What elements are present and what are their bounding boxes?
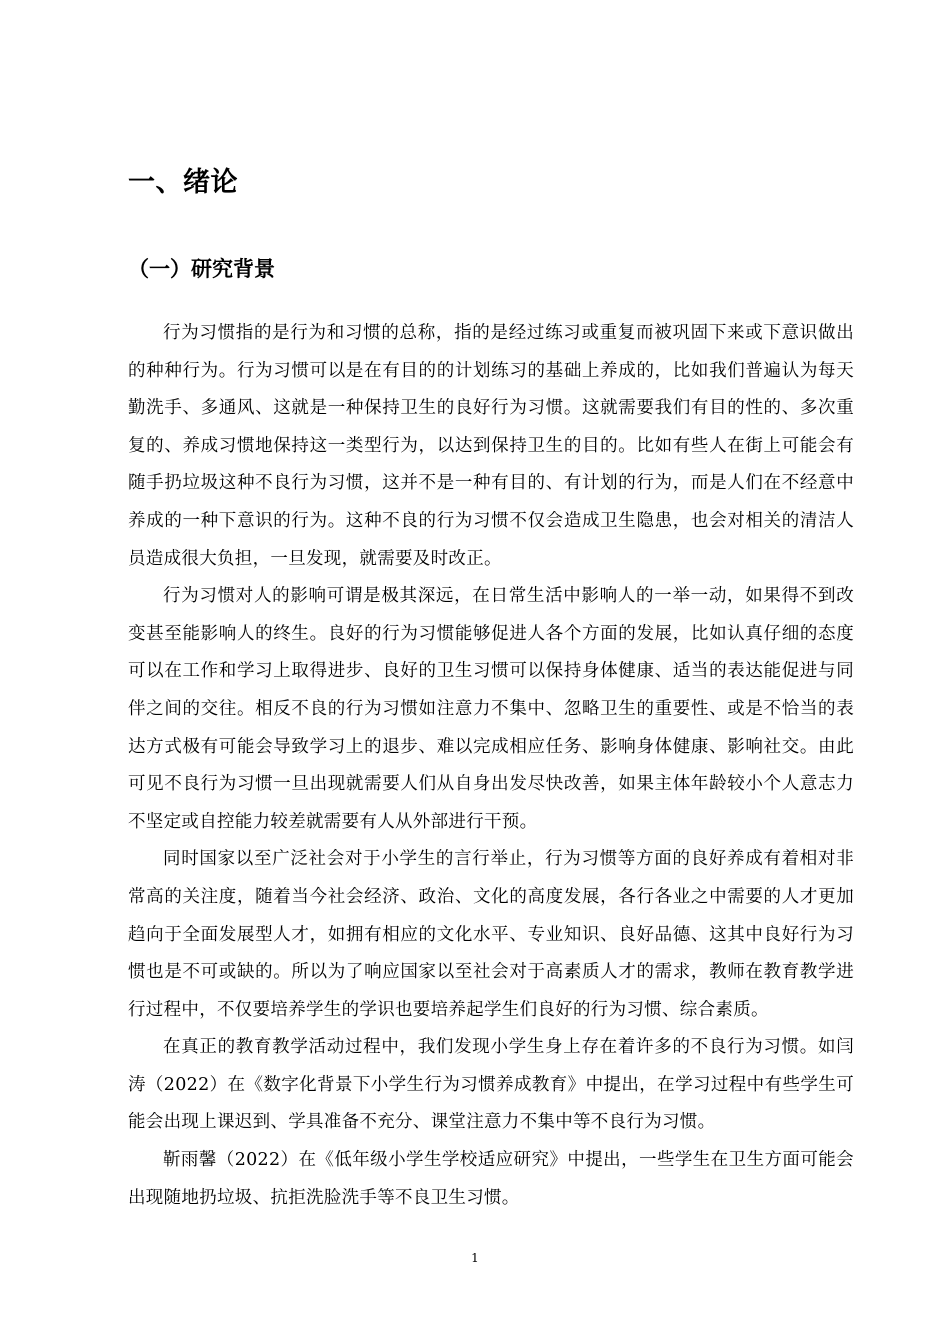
paragraph-definition: 行为习惯指的是行为和习惯的总称，指的是经过练习或重复而被巩固下来或下意识做出的种种行为。行为习惯可以是在有目的的计划练习的基础上养成的，比如我们普遍认为每天勤洗手、多通风、这就是一种保持卫生的良好行为习惯。这就需要我们有目的性的、多次重复的、养成习惯地保持这一类型行为，以达到保持卫生的目的。比如有些人在街上可能会有随手扔垃圾这种不良行为习惯，这并不是一种有目的、有计划的行为，而是人们在不经意中养成的一种下意识的行为。这种不良的行为习惯不仅会造成卫生隐患，也会对相关的清洁人员造成很大负担，一旦发现，就需要及时改正。 <box>128 323 854 569</box>
paragraph-hygiene-habits: 靳雨馨（2022）在《低年级小学生学校适应研究》中提出，一些学生在卫生方面可能会出现随地扔垃圾、抗拒洗脸洗手等不良卫生习惯。 <box>128 1150 854 1208</box>
page-number: 1 <box>471 1251 479 1265</box>
body-text <box>128 315 854 1217</box>
paragraph-social-attention: 同时国家以至广泛社会对于小学生的言行举止，行为习惯等方面的良好养成有着相对非常高的关注度，随着当今社会经济、政治、文化的高度发展，各行各业之中需要的人才更加趋向于全面发展型人才，如拥有相应的文化水平、专业知识、良好品德、这其中良好行为习惯也是不可或缺的。所以为了响应国家以至社会对于高素质人才的需求，教师在教育教学进行过程中，不仅要培养学生的学识也要培养起学生们良好的行为习惯、综合素质。 <box>128 849 854 1020</box>
chapter-title: 一、绪论 <box>128 167 238 198</box>
paragraph-influence: 行为习惯对人的影响可谓是极其深远，在日常生活中影响人的一举一动，如果得不到改变甚至能影响人的终生。良好的行为习惯能够促进人各个方面的发展，比如认真仔细的态度可以在工作和学习上取得进步、良好的卫生习惯可以保持身体健康、适当的表达能促进与同伴之间的交往。相反不良的行为习惯如注意力不集中、忽略卫生的重要性、或是不恰当的表达方式极有可能会导致学习上的退步、难以完成相应任务、影响身体健康、影响社交。由此可见不良行为习惯一旦出现就需要人们从自身出发尽快改善，如果主体年龄较小个人意志力不坚定或自控能力较差就需要有人从外部进行干预。 <box>128 586 854 832</box>
section-title: （一）研究背景 <box>128 257 275 281</box>
paragraph-learning-habits: 在真正的教育教学活动过程中，我们发现小学生身上存在着许多的不良行为习惯。如闫涛（2022）在《数字化背景下小学生行为习惯养成教育》中提出，在学习过程中有些学生可能会出现上课迟到、学具准备不充分、课堂注意力不集中等不良行为习惯。 <box>128 1037 854 1133</box>
